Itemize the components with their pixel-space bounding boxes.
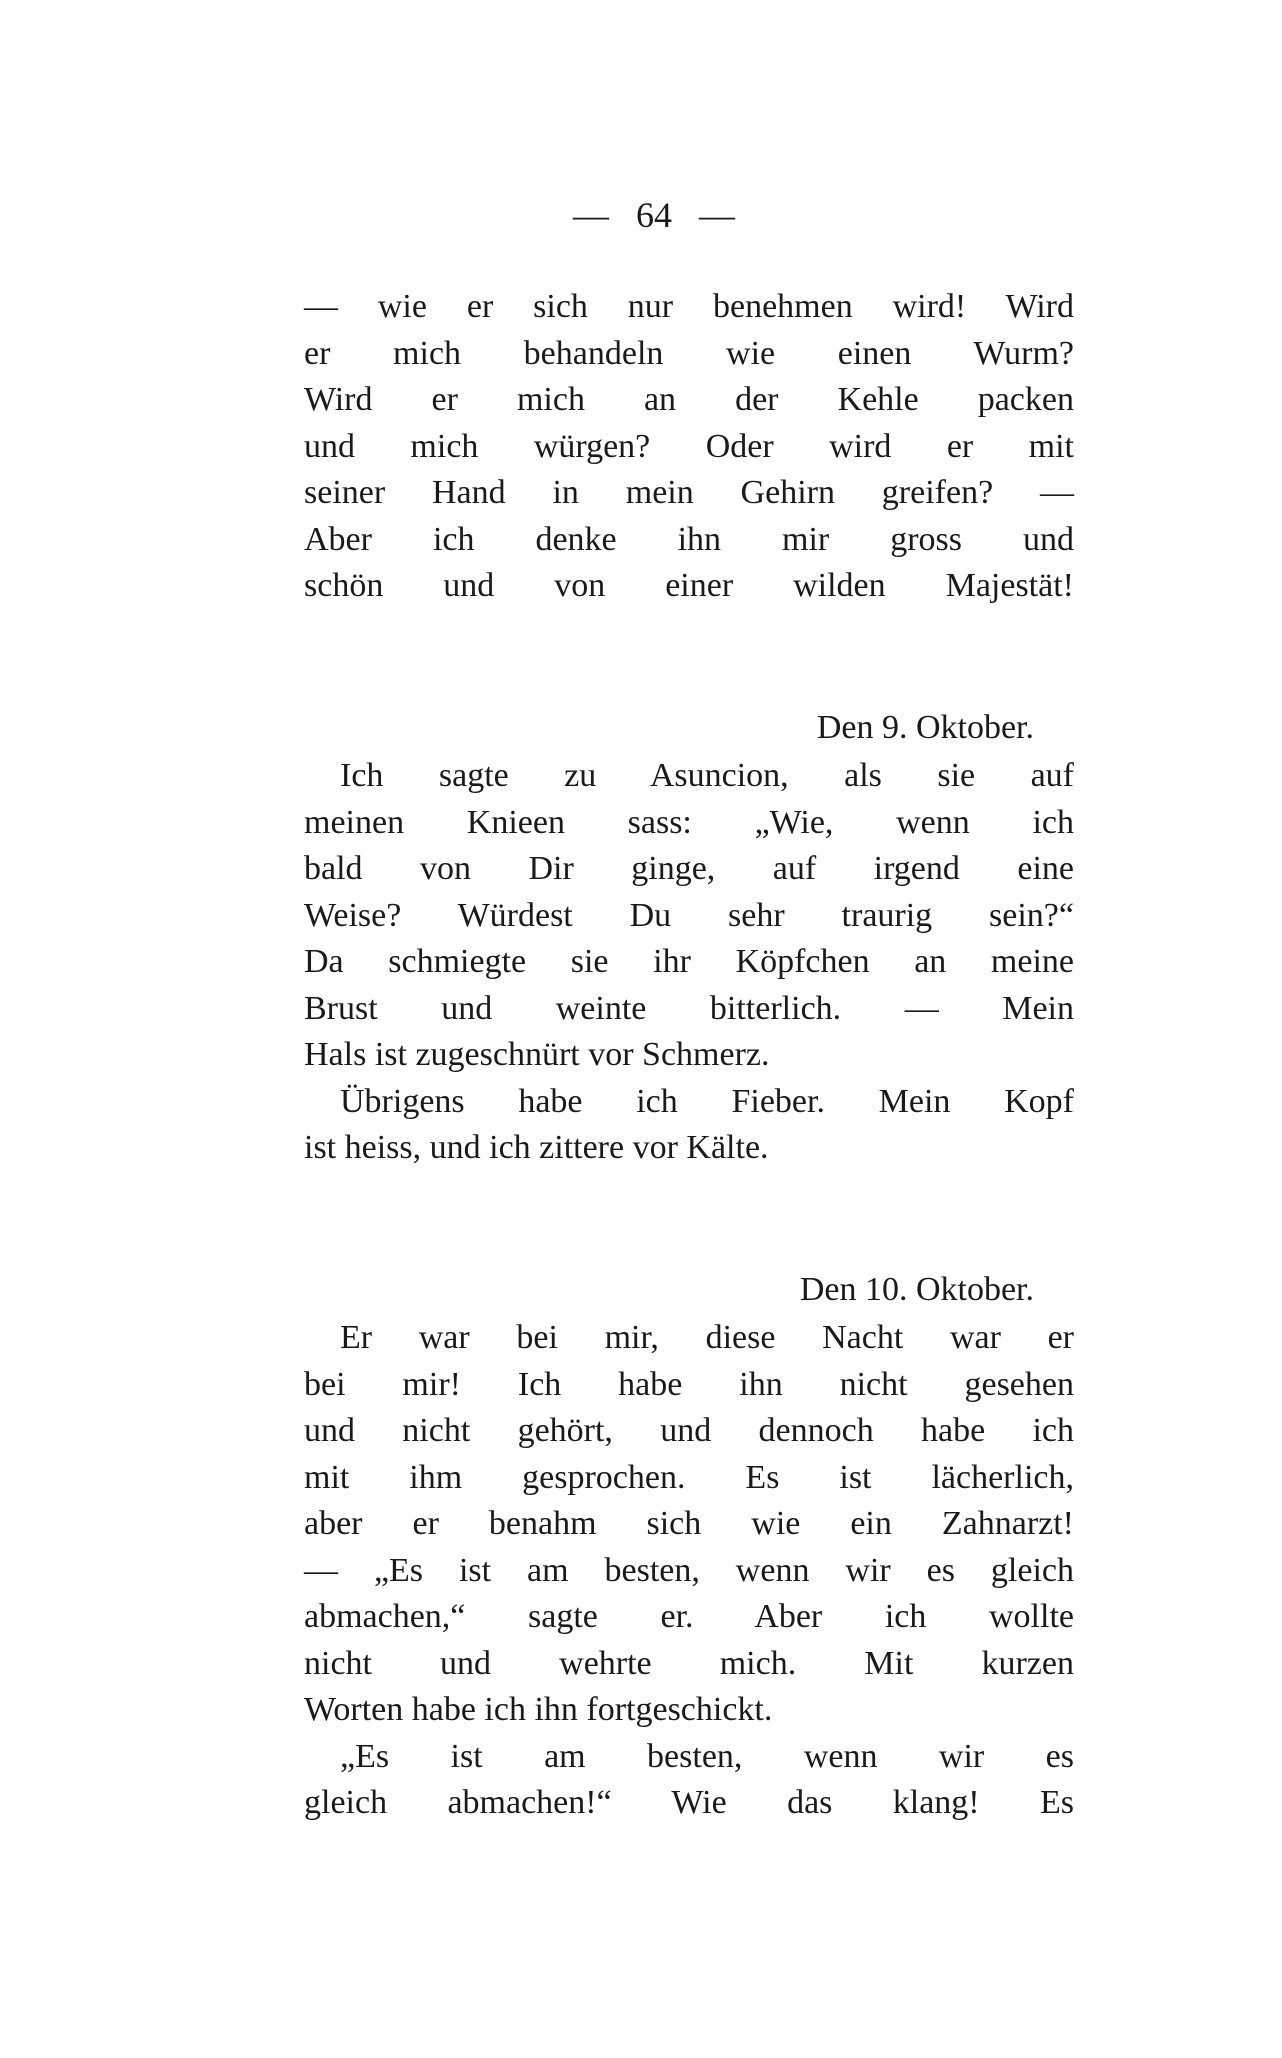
text-line: Weise? Würdest Du sehr traurig sein?“: [304, 896, 1074, 934]
text-line: Aber ich denke ihn mir gross und: [304, 520, 1074, 558]
paragraph: [304, 753, 1074, 1079]
paragraph: [304, 1079, 1074, 1172]
diary-date-heading: Den 9. Oktober.: [816, 708, 1034, 746]
paragraph: [304, 1315, 1074, 1734]
text-line: „Es ist am besten, wenn wir es: [340, 1737, 1074, 1775]
text-line: bei mir! Ich habe ihn nicht gesehen: [304, 1365, 1074, 1403]
text-line: abmachen,“ sagte er. Aber ich wollte: [304, 1598, 1074, 1635]
section-gap: [304, 1172, 1074, 1267]
text-line: Hals ist zugeschnürt vor Schmerz.: [304, 1036, 770, 1073]
text-line: schön und von einer wilden Majestät!: [304, 567, 1074, 604]
text-line: Wird er mich an der Kehle packen: [304, 381, 1074, 418]
text-line: mit ihm gesprochen. Es ist lächerlich,: [304, 1458, 1074, 1496]
text-line: nicht und wehrte mich. Mit kurzen: [304, 1644, 1074, 1682]
paragraph: [304, 1734, 1074, 1827]
text-line: Worten habe ich ihn fortgeschickt.: [304, 1691, 773, 1728]
text-line: Brust und weinte bitterlich. — Mein: [304, 989, 1074, 1027]
diary-date-heading: Den 10. Oktober.: [799, 1270, 1034, 1308]
text-line: Er war bei mir, diese Nacht war er: [340, 1319, 1074, 1356]
text-line: — „Es ist am besten, wenn wir es gleich: [304, 1551, 1074, 1589]
text-line: Übrigens habe ich Fieber. Mein Kopf: [340, 1082, 1074, 1120]
text-line: er mich behandeln wie einen Wurm?: [304, 334, 1074, 372]
text-line: und mich würgen? Oder wird er mit: [304, 427, 1074, 465]
section-gap: [304, 610, 1074, 705]
paragraph: [304, 284, 1074, 610]
text-line: Ich sagte zu Asuncion, als sie auf: [340, 757, 1074, 794]
text-line: meinen Knieen sass: „Wie, wenn ich: [304, 803, 1074, 841]
text-line: aber er benahm sich wie ein Zahnarzt!: [304, 1505, 1074, 1542]
text-line: ist heiss, und ich zittere vor Kälte.: [304, 1129, 769, 1166]
text-line: gleich abmachen!“ Wie das klang! Es: [304, 1784, 1074, 1821]
page-number: — 64 —: [573, 195, 735, 235]
text-line: seiner Hand in mein Gehirn greifen? —: [304, 474, 1074, 511]
text-line: Da schmiegte sie ihr Köpfchen an meine: [304, 943, 1074, 980]
text-line: und nicht gehört, und dennoch habe ich: [304, 1412, 1074, 1449]
text-line: bald von Dir ginge, auf irgend eine: [304, 850, 1074, 887]
page-body-text: [304, 284, 1074, 1827]
text-line: — wie er sich nur benehmen wird! Wird: [304, 288, 1074, 325]
